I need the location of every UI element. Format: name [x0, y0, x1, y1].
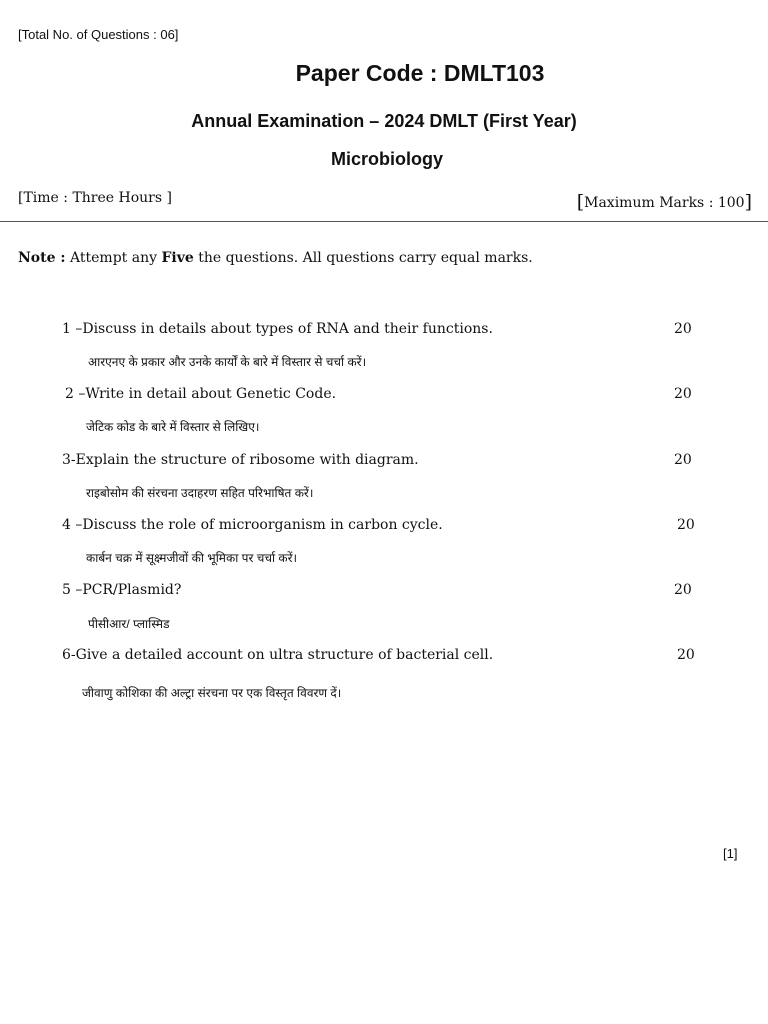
time-duration: [Time : Three Hours ] [18, 190, 172, 206]
note-text-post: the questions. All questions carry equal marks. [193, 250, 533, 266]
question-marks: 20 [674, 321, 692, 337]
question-hindi: आरएनए के प्रकार और उनके कार्यों के बारे में विस्तार से चर्चा करें। [88, 355, 367, 369]
question-text: 5 –PCR/Plasmid? [62, 582, 182, 598]
note-text-bold: Five [161, 250, 194, 266]
note-label: Note : [18, 250, 66, 266]
marks-close-bracket: ] [744, 191, 752, 213]
question-hindi: पीसीआर/ प्लास्मिड [88, 617, 170, 631]
question-hindi: कार्बन चक्र में सूक्ष्मजीवों की भूमिका पर चर्चा करें। [86, 551, 298, 565]
question-marks: 20 [677, 517, 695, 533]
question-text: 3-Explain the structure of ribosome with diagram. [62, 452, 419, 468]
question-text: 6-Give a detailed account on ultra structure of bacterial cell. [62, 647, 494, 663]
question-marks: 20 [674, 452, 692, 468]
exam-title: Annual Examination – 2024 DMLT (First Year) [191, 111, 577, 131]
question-marks: 20 [674, 582, 692, 598]
maximum-marks [577, 190, 752, 212]
subject-title: Microbiology [331, 149, 443, 169]
question-text: 1 –Discuss in details about types of RNA and their functions. [62, 321, 493, 337]
question-hindi: राइबोसोम की संरचना उदाहरण सहित परिभाषित करें। [86, 486, 314, 500]
total-questions: [Total No. of Questions : 06] [18, 27, 179, 42]
question-text: 2 –Write in detail about Genetic Code. [65, 386, 337, 402]
question-marks: 20 [674, 386, 692, 402]
note-text-pre: Attempt any [70, 250, 162, 266]
question-hindi: जेटिक कोड के बारे में विस्तार से लिखिए। [86, 420, 260, 434]
maximum-marks-text: Maximum Marks : 100 [584, 195, 745, 211]
question-text: 4 –Discuss the role of microorganism in carbon cycle. [62, 517, 443, 533]
marks-open-bracket: [ [576, 191, 585, 213]
instructions-note [18, 250, 533, 266]
paper-code: Paper Code : DMLT103 [295, 60, 545, 86]
page-number: [1] [723, 846, 738, 861]
header-divider [0, 221, 768, 222]
question-hindi: जीवाणु कोशिका की अल्ट्रा संरचना पर एक विस्तृत विवरण दें। [82, 686, 342, 700]
question-marks: 20 [677, 647, 695, 663]
